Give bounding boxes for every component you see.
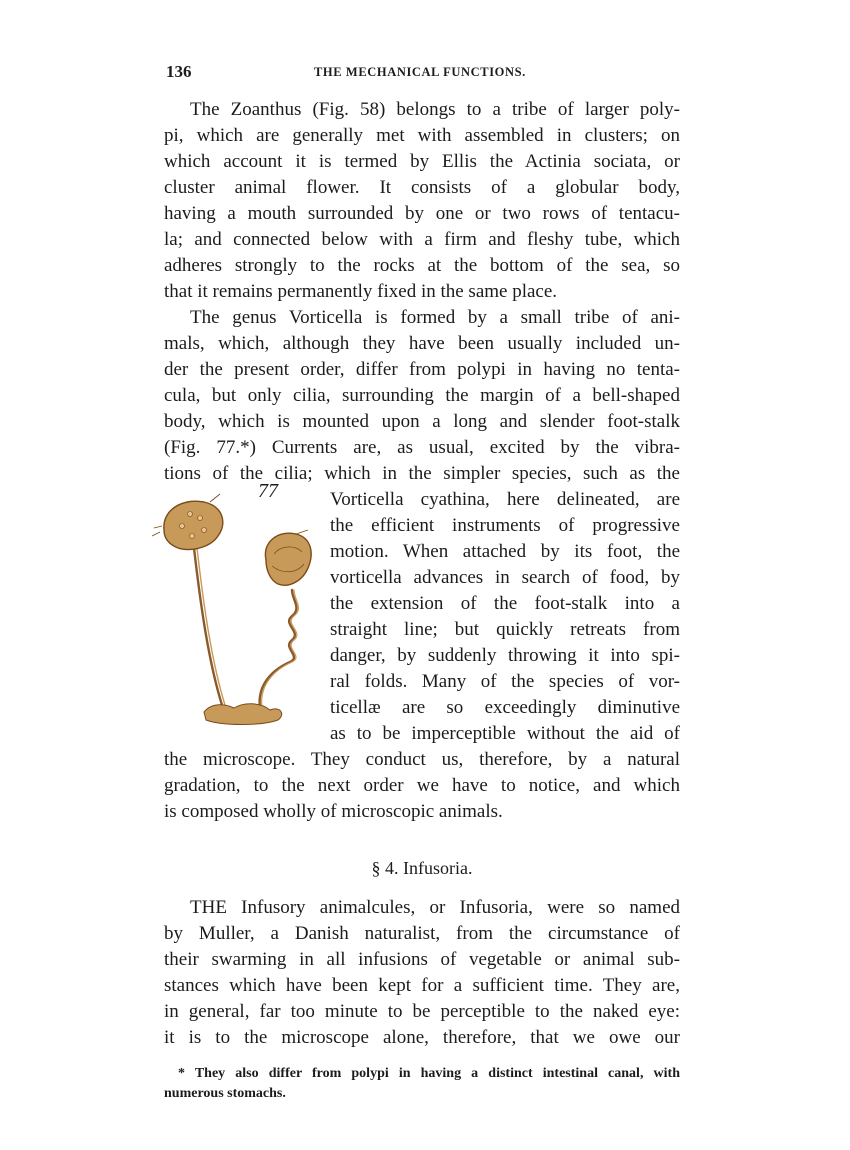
section-line: in general, far too minute to be perceptible to the naked eye: xyxy=(164,1001,680,1022)
section-heading: § 4. Infusoria. xyxy=(371,858,473,878)
base-rock xyxy=(204,704,282,725)
wrapped-line: vorticella advances in search of food, by xyxy=(330,567,680,588)
running-title: THE MECHANICAL FUNCTIONS. xyxy=(314,65,526,79)
body-line: la; and connected below with a firm and fleshy tube, which xyxy=(164,229,680,250)
body-line: tions of the cilia; which in the simpler species, such as the xyxy=(164,463,680,484)
body-line: is composed wholly of microscopic animals. xyxy=(164,801,503,822)
section-line: it is to the microscope alone, therefore, that we owe our xyxy=(164,1027,680,1048)
body-line: the microscope. They conduct us, therefore, by a natural xyxy=(164,749,680,770)
body-line: cluster animal flower. It consists of a globular body, xyxy=(164,177,680,198)
footnote-line: * They also differ from polypi in having a distinct intestinal canal, with xyxy=(178,1066,680,1081)
section-line: stances which have been kept for a sufficient time. They are, xyxy=(164,975,680,996)
body-line: body, which is mounted upon a long and slender foot-stalk xyxy=(164,411,680,432)
wrapped-line: straight line; but quickly retreats from xyxy=(330,619,680,640)
wrapped-line: ral folds. Many of the species of vor- xyxy=(330,671,680,692)
body-line: cula, but only cilia, surrounding the margin of a bell-shaped xyxy=(164,385,680,406)
figure-label: 77 xyxy=(258,480,278,502)
wrapped-line: the extension of the foot-stalk into a xyxy=(330,593,680,614)
body-line: der the present order, differ from polypi in having no tenta- xyxy=(164,359,680,380)
wrapped-line: ticellæ are so exceedingly diminutive xyxy=(330,697,680,718)
body-line: gradation, to the next order we have to notice, and which xyxy=(164,775,680,796)
wrapped-line: as to be imperceptible without the aid of xyxy=(330,723,680,744)
body-line: that it remains permanently fixed in the same place. xyxy=(164,281,558,302)
body-line: (Fig. 77.*) Currents are, as usual, excited by the vibra- xyxy=(164,437,680,458)
body-line: The genus Vorticella is formed by a small tribe of ani- xyxy=(190,307,680,328)
footnote-line: numerous stomachs. xyxy=(164,1086,286,1101)
wrapped-line: danger, by suddenly throwing it into spi- xyxy=(330,645,680,666)
page-header xyxy=(166,62,686,86)
wrapped-line: motion. When attached by its foot, the xyxy=(330,541,680,562)
vorticella-figure xyxy=(142,490,332,735)
body-line: which account it is termed by Ellis the Actinia sociata, or xyxy=(164,151,680,172)
body-line: mals, which, although they have been usually included un- xyxy=(164,333,680,354)
body-line: The Zoanthus (Fig. 58) belongs to a tribe of larger poly- xyxy=(190,99,680,120)
body-line: adheres strongly to the rocks at the bottom of the sea, so xyxy=(164,255,680,276)
body-line: pi, which are generally met with assembled in clusters; on xyxy=(164,125,680,146)
left-bell xyxy=(152,494,223,550)
wrapped-line: the efficient instruments of progressive xyxy=(330,515,680,536)
section-line: by Muller, a Danish naturalist, from the circumstance of xyxy=(164,923,680,944)
section-line: their swarming in all infusions of vegetable or animal sub- xyxy=(164,949,680,970)
right-bell xyxy=(265,530,311,585)
wrapped-line: Vorticella cyathina, here delineated, are xyxy=(330,489,680,510)
page-number: 136 xyxy=(166,62,192,81)
body-line: having a mouth surrounded by one or two rows of tentacu- xyxy=(164,203,680,224)
section-line: THE Infusory animalcules, or Infusoria, were so named xyxy=(190,897,680,918)
